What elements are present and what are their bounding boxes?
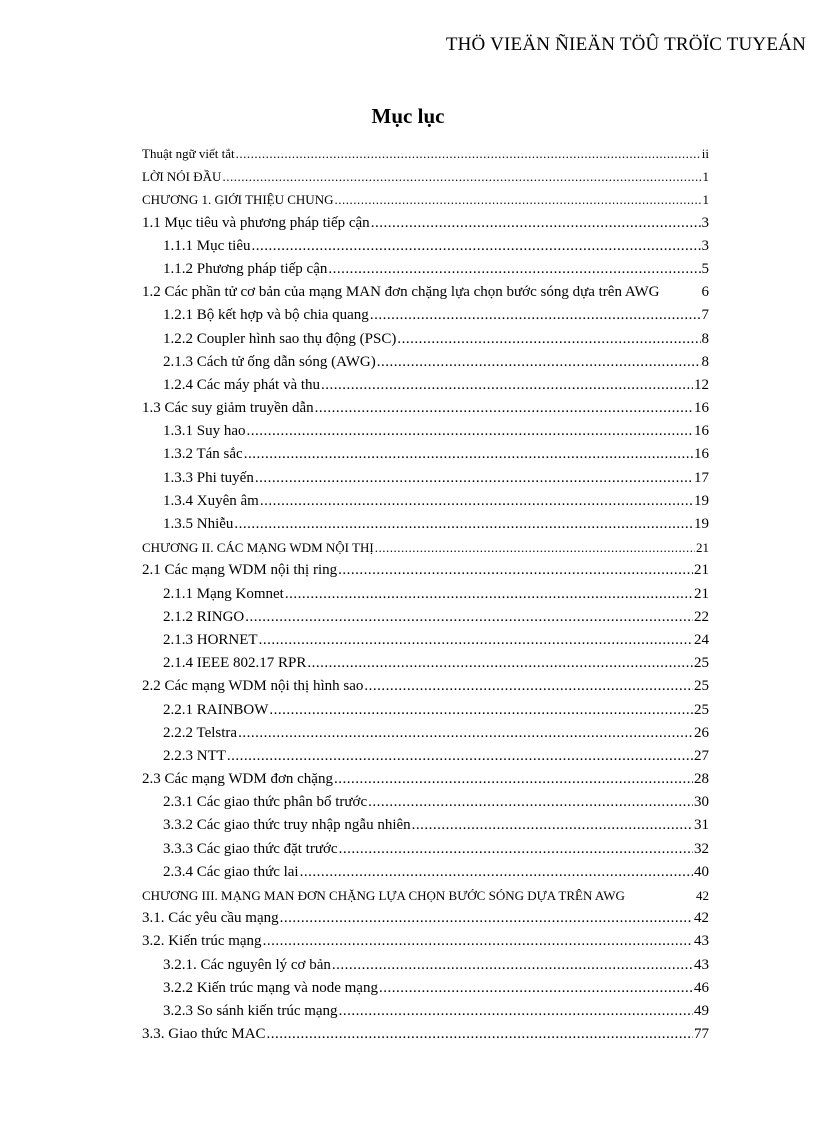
toc-leader-dots	[334, 188, 701, 211]
toc-leader-dots	[364, 675, 693, 698]
toc-leader-dots	[285, 583, 693, 606]
toc-entry-label: 2.1.4 IEEE 802.17 RPR	[163, 655, 307, 672]
toc-entry-page: 1	[702, 169, 709, 185]
toc-entry[interactable]	[142, 351, 709, 374]
toc-leader-dots	[245, 606, 693, 629]
toc-entry-label: 2.1.2 RINGO	[163, 608, 245, 625]
toc-entry-label: 3.1. Các yêu cầu mạng	[142, 910, 279, 927]
toc-entry[interactable]	[142, 977, 709, 1000]
toc-entry-label: 2.3.1 Các giao thức phân bổ trước	[163, 794, 368, 811]
toc-entry-label: 2.1.1 Mạng Komnet	[163, 585, 284, 602]
toc-leader-dots	[338, 559, 693, 582]
toc-entry-label: CHƯƠNG III. MẠNG MAN ĐƠN CHẶNG LỰA CHỌN BƯỚC SÓNG DỰA TRÊN AWG	[142, 888, 625, 903]
toc-entry-label: 1.3.3 Phi tuyến	[163, 469, 254, 486]
toc-entry[interactable]	[142, 930, 709, 953]
toc-entry-page: 3	[701, 214, 709, 231]
toc-entry-page: 24	[694, 631, 709, 648]
toc-entry-page: 8	[701, 330, 709, 347]
toc-leader-dots	[339, 838, 693, 861]
toc-entry[interactable]	[142, 513, 709, 536]
toc-entry-page: 1	[702, 192, 709, 208]
toc-entry[interactable]	[142, 467, 709, 490]
toc-entry[interactable]	[142, 629, 709, 652]
toc-entry-label: 1.3.1 Suy hao	[163, 423, 246, 440]
toc-entry-page: 21	[696, 540, 709, 556]
toc-entry-label: 2.2.2 Telstra	[163, 724, 238, 741]
toc-entry-page: 7	[701, 307, 709, 324]
toc-entry[interactable]	[142, 490, 709, 513]
toc-entry-page: 6	[701, 284, 709, 301]
toc-entry[interactable]	[142, 281, 709, 304]
toc-entry-page: 32	[694, 840, 709, 857]
toc-leader-dots	[267, 1023, 693, 1046]
toc-entry-label: 2.2 Các mạng WDM nội thị hình sao	[142, 678, 364, 695]
toc-entry-label: 2.3.4 Các giao thức lai	[163, 863, 299, 880]
toc-entry[interactable]	[142, 212, 709, 235]
toc-entry-page: 12	[694, 376, 709, 393]
toc-entry-page: 5	[701, 260, 709, 277]
toc-entry[interactable]	[142, 884, 709, 907]
toc-entry-label: 3.2.2 Kiến trúc mạng và node mạng	[163, 979, 378, 996]
toc-leader-dots	[334, 768, 693, 791]
toc-entry[interactable]	[142, 814, 709, 837]
toc-entry[interactable]	[142, 699, 709, 722]
toc-entry-page: 42	[694, 910, 709, 927]
toc-leader-dots	[375, 536, 695, 559]
toc-entry[interactable]	[142, 583, 709, 606]
toc-entry-page: 19	[694, 492, 709, 509]
toc-leader-dots	[252, 235, 701, 258]
toc-entry-label: 1.2 Các phần tử cơ bản của mạng MAN đơn chặng lựa chọn bước sóng dựa trên AWG	[142, 284, 660, 301]
toc-entry-page: 42	[696, 888, 709, 903]
toc-leader-dots	[377, 351, 701, 374]
toc-entry-label: 1.3 Các suy giảm truyền dẫn	[142, 400, 314, 417]
toc-entry-page: 28	[694, 771, 709, 788]
toc-entry[interactable]	[142, 304, 709, 327]
toc-leader-dots	[259, 629, 693, 652]
toc-entry[interactable]	[142, 606, 709, 629]
toc-entry-page: 25	[694, 678, 709, 695]
toc-entry[interactable]	[142, 559, 709, 582]
toc-entry[interactable]	[142, 1023, 709, 1046]
toc-entry[interactable]	[142, 420, 709, 443]
toc-leader-dots	[315, 397, 693, 420]
toc-leader-dots	[269, 699, 693, 722]
toc-leader-dots	[236, 142, 701, 165]
toc-entry-label: 3.2.1. Các nguyên lý cơ bản	[163, 956, 331, 973]
toc-leader-dots	[370, 304, 701, 327]
running-header: THÖ VIEÄN ÑIEÄN TÖÛ TRÖÏC TUYEÁN	[445, 34, 806, 55]
toc-entry-page: 19	[694, 516, 709, 532]
toc-entry[interactable]	[142, 954, 709, 977]
toc-entry-label: 1.1.2 Phương pháp tiếp cận	[163, 260, 328, 277]
toc-entry-label: 1.1.1 Mục tiêu	[163, 237, 251, 254]
toc-leader-dots	[260, 490, 693, 513]
toc-entry-label: 1.2.4 Các máy phát và thu	[163, 376, 321, 393]
toc-entry[interactable]	[142, 861, 709, 884]
toc-entry-label: Thuật ngữ viết tắt	[142, 146, 235, 161]
toc-entry[interactable]	[142, 443, 709, 466]
toc-entry-page: 25	[694, 701, 709, 718]
toc-entry-page: 31	[694, 817, 709, 834]
toc-entry-label: 1.2.1 Bộ kết hợp và bộ chia quang	[163, 307, 369, 324]
toc-leader-dots	[332, 954, 693, 977]
toc-leader-dots	[412, 814, 693, 837]
toc-entry-page: 49	[694, 1002, 709, 1019]
toc-leader-dots	[368, 791, 693, 814]
toc-leader-dots	[234, 513, 693, 536]
toc-entry[interactable]	[142, 235, 709, 258]
toc-entry-label: 3.3.3 Các giao thức đặt trước	[163, 840, 338, 857]
toc-entry-page: 21	[694, 585, 709, 602]
table-of-contents	[142, 142, 709, 1046]
toc-leader-dots	[371, 212, 701, 235]
toc-entry-label: 1.1 Mục tiêu và phương pháp tiếp cận	[142, 214, 370, 231]
toc-entry-page: 77	[694, 1026, 709, 1043]
toc-entry[interactable]	[142, 536, 709, 559]
toc-leader-dots	[300, 861, 693, 884]
toc-entry[interactable]	[142, 745, 709, 768]
toc-entry[interactable]	[142, 397, 709, 420]
toc-leader-dots	[227, 745, 693, 768]
toc-leader-dots	[307, 652, 693, 675]
toc-leader-dots	[280, 907, 693, 930]
toc-entry[interactable]	[142, 722, 709, 745]
toc-entry-label: 1.3.2 Tán sắc	[163, 446, 243, 463]
toc-entry-label: 2.2.1 RAINBOW	[163, 701, 269, 718]
toc-entry-label: 3.3. Giao thức MAC	[142, 1026, 266, 1043]
toc-entry-page: 43	[694, 933, 709, 950]
toc-entry[interactable]	[142, 1000, 709, 1023]
toc-leader-dots	[255, 467, 693, 490]
toc-entry-page: 16	[694, 423, 709, 440]
toc-entry-label: 1.2.2 Coupler hình sao thụ động (PSC)	[163, 330, 397, 347]
toc-leader-dots	[244, 443, 693, 466]
toc-entry-page: ii	[701, 146, 709, 161]
toc-entry-label: 2.1.3 HORNET	[163, 631, 258, 648]
toc-entry[interactable]	[142, 652, 709, 675]
toc-entry[interactable]	[142, 768, 709, 791]
toc-entry-page: 43	[694, 956, 709, 973]
toc-entry-page: 40	[694, 863, 709, 880]
toc-entry-label: 3.3.2 Các giao thức truy nhập ngẫu nhiên	[163, 817, 411, 834]
toc-entry-page: 26	[694, 724, 709, 741]
toc-entry-page: 8	[701, 353, 709, 370]
toc-entry-page: 22	[694, 608, 709, 625]
toc-leader-dots	[238, 722, 693, 745]
toc-leader-dots	[328, 258, 700, 281]
toc-entry[interactable]	[142, 328, 709, 351]
toc-entry-page: 17	[694, 469, 709, 486]
toc-entry-label: 1.3.5 Nhiễu	[163, 516, 234, 532]
toc-entry[interactable]	[142, 374, 709, 397]
toc-leader-dots	[247, 420, 694, 443]
toc-leader-dots	[263, 930, 693, 953]
toc-entry-page: 21	[694, 562, 709, 579]
toc-entry-page: 16	[694, 400, 709, 417]
toc-entry[interactable]	[142, 838, 709, 861]
toc-entry-label: 2.2.3 NTT	[163, 747, 226, 764]
toc-entry[interactable]	[142, 907, 709, 930]
toc-entry-page: 25	[694, 655, 709, 672]
toc-entry-label: 2.3 Các mạng WDM đơn chặng	[142, 771, 333, 788]
toc-leader-dots	[321, 374, 693, 397]
toc-leader-dots	[339, 1000, 693, 1023]
toc-entry-label: 2.1 Các mạng WDM nội thị ring	[142, 562, 338, 579]
toc-entry-label: 3.2.3 So sánh kiến trúc mạng	[163, 1002, 338, 1019]
toc-entry[interactable]	[142, 258, 709, 281]
toc-entry-page: 16	[694, 446, 709, 463]
toc-entry-label: 3.2. Kiến trúc mạng	[142, 933, 262, 950]
toc-entry-page: 27	[694, 747, 709, 764]
toc-entry-label: LỜI NÓI ĐẦU	[142, 169, 222, 185]
toc-entry-label: CHƯƠNG 1. GIỚI THIỆU CHUNG	[142, 192, 334, 208]
toc-entry-label: 1.3.4 Xuyên âm	[163, 492, 259, 509]
toc-leader-dots	[397, 328, 700, 351]
toc-entry-label: CHƯƠNG II. CÁC MẠNG WDM NỘI THỊ	[142, 540, 374, 556]
toc-entry[interactable]	[142, 165, 709, 188]
toc-entry[interactable]	[142, 791, 709, 814]
toc-entry-label: 2.1.3 Cách tử ống dẫn sóng (AWG)	[163, 353, 376, 370]
toc-entry-page: 46	[694, 979, 709, 996]
toc-entry-page: 30	[694, 794, 709, 811]
toc-entry[interactable]	[142, 675, 709, 698]
page-title: Mục lục	[371, 104, 445, 128]
toc-entry[interactable]	[142, 142, 709, 165]
toc-entry[interactable]	[142, 188, 709, 211]
toc-entry-page: 3	[701, 237, 709, 254]
toc-leader-dots	[379, 977, 693, 1000]
toc-leader-dots	[222, 165, 701, 188]
